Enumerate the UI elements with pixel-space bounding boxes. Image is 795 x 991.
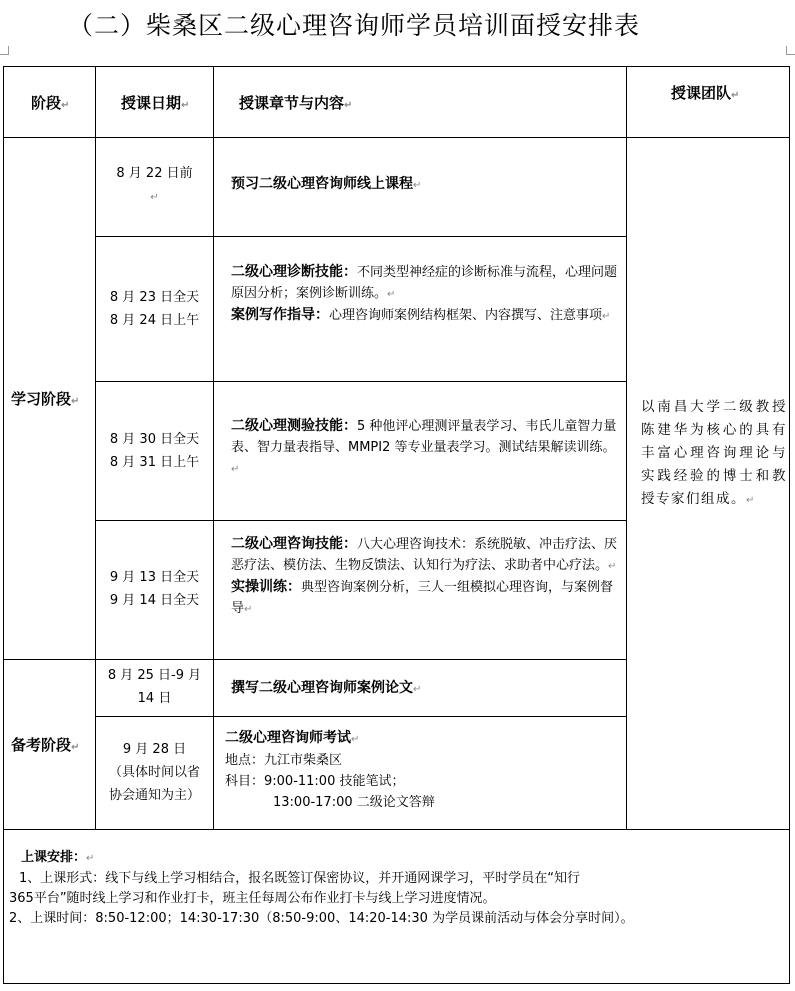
table-row-date: 8 月 30 日全天 8 月 31 日上午 xyxy=(109,432,200,470)
table-row-content: 二级心理咨询师考试↵ 地点：九江市柴桑区 科目：9:00-11:00 技能笔试； 13:00-17:00 二级论文答辩 xyxy=(225,730,435,810)
table-row-content: 二级心理咨询技能：八大心理咨询技术：系统脱敏、冲击疗法、厌恶疗法、模仿法、生物反馈法、认知行为疗法、求助者中心疗法。↵ 实操训练：典型咨询案例分析，三人一组模拟心理咨询，与案例督导↵ xyxy=(231,536,618,616)
crop-mark-top-left xyxy=(0,46,9,55)
table-row-date: 9 月 28 日 （具体时间以省 协会通知为主） xyxy=(108,742,200,803)
table-row-content: 二级心理诊断技能：不同类型神经症的诊断标准与流程，心理问题原因分析；案例诊断训练。↵ 案例写作指导：心理咨询师案例结构框架、内容撰写、注意事项↵ xyxy=(231,264,618,323)
table-row-date: 8 月 22 日前 ↵ xyxy=(116,166,193,203)
schedule-table xyxy=(3,66,790,984)
stage-exam-label: 备考阶段↵ xyxy=(11,736,80,754)
class-arrangement-notes: 上课安排：↵ 1、上课形式：线下与线上学习相结合，报名既签订保密协议，并开通网课学习，平时学员在“知行 365平台”随时线上学习和作业打卡，班主任每周公布作业打卡与线上学习进度情况。 2、上课时间：8:50-12:00；14:30-17:30（8:50-9:00、14:20-14:30 为学员课前活动与体会分享时间）。 xyxy=(9,850,634,926)
table-row-content: 二级心理测验技能：5 种他评心理测评量表学习、韦氏儿童智力量表、智力量表指导、MMPI2 等专业量表学习。测试结果解读训练。↵ xyxy=(231,418,617,475)
table-row-content: 撰写二级心理咨询师案例论文↵ xyxy=(231,680,422,696)
page-title: （二）柴桑区二级心理咨询师学员培训面授安排表 xyxy=(68,11,641,40)
table-row-content: 预习二级心理咨询师线上课程↵ xyxy=(231,176,422,192)
table-row-date: 9 月 13 日全天 9 月 14 日全天 xyxy=(109,570,200,608)
header-team: 授课团队↵ xyxy=(671,84,740,102)
header-date: 授课日期↵ xyxy=(121,94,190,112)
team-description: 以南昌大学二级教授陈建华为核心的具有丰富心理咨询理论与实践经验的博士和教授专家们组成。↵ xyxy=(641,399,787,507)
crop-mark-top-right xyxy=(786,46,795,55)
stage-study-label: 学习阶段↵ xyxy=(11,390,80,408)
table-row-date: 8 月 25 日-9 月 14 日 xyxy=(107,668,202,706)
header-stage: 阶段↵ xyxy=(31,94,70,112)
table-row-date: 8 月 23 日全天 8 月 24 日上午 xyxy=(109,290,200,328)
header-content: 授课章节与内容↵ xyxy=(239,94,353,112)
